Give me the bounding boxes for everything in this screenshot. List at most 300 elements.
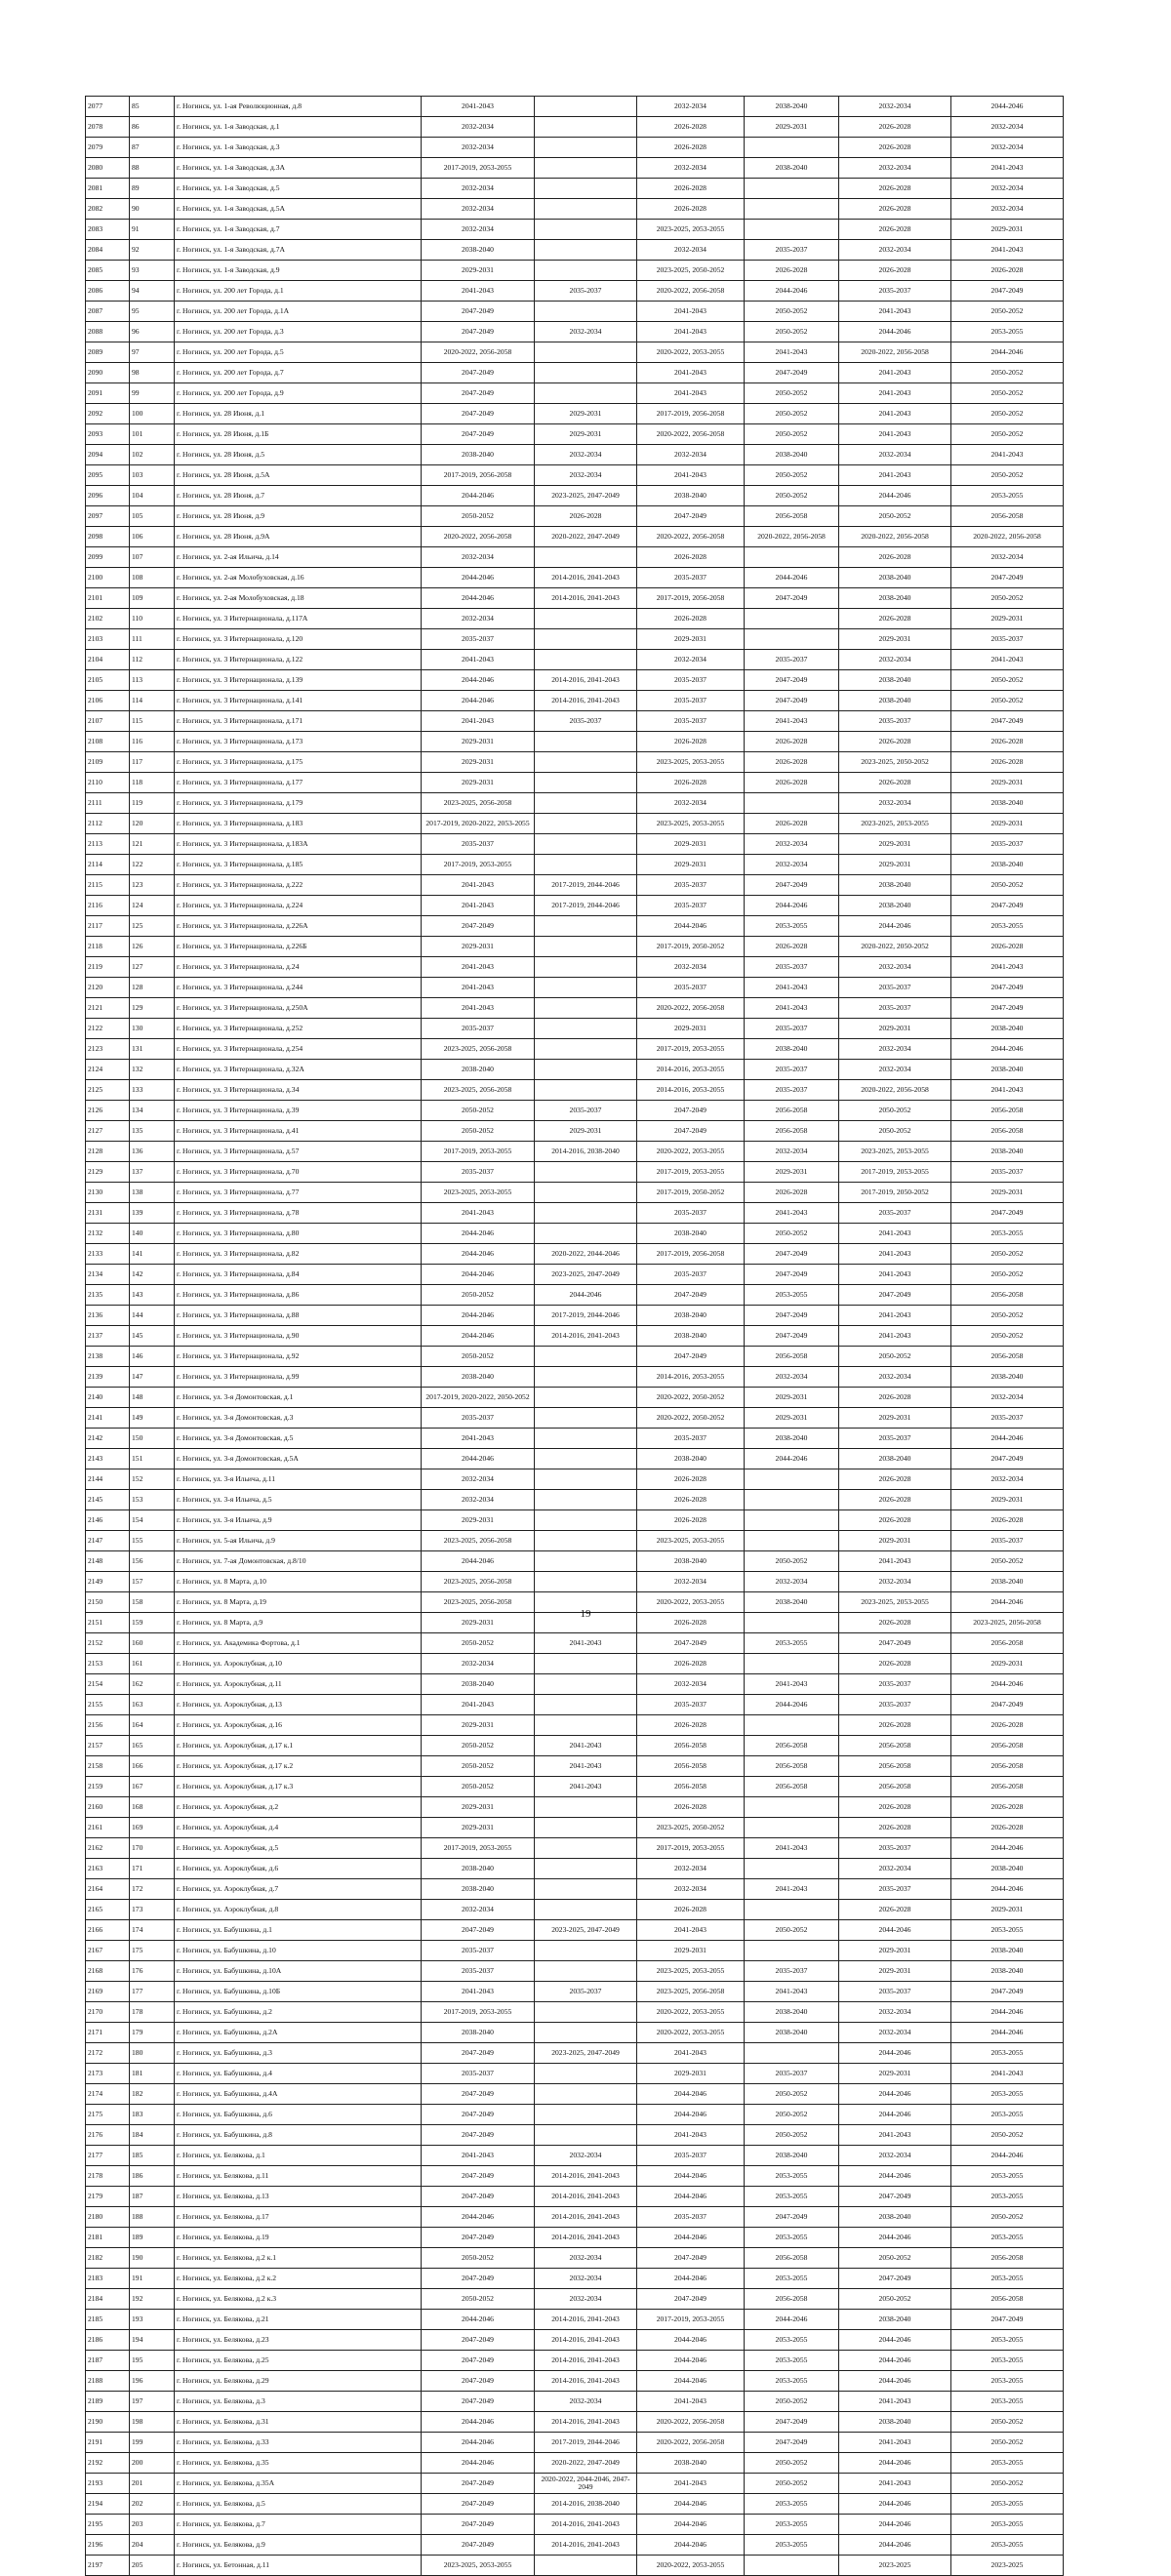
table-cell: 87	[130, 138, 175, 158]
table-cell: 2026-2028	[637, 609, 745, 629]
table-cell: 2038-2040	[745, 2002, 839, 2023]
table-cell: 2032-2034	[535, 2248, 637, 2269]
table-cell: 2044-2046	[951, 1429, 1064, 1449]
table-row	[86, 1367, 1064, 1388]
table-cell: 178	[130, 2002, 175, 2023]
table-cell: 2032-2034	[422, 1654, 535, 1674]
table-cell: 2029-2031	[745, 117, 839, 138]
table-cell: 2053-2055	[745, 2228, 839, 2248]
table-cell: 2035-2037	[637, 978, 745, 998]
table-cell: 2050-2052	[745, 2084, 839, 2105]
table-cell: 2101	[86, 588, 130, 609]
table-cell	[745, 1715, 839, 1736]
table-cell: 99	[130, 383, 175, 404]
table-cell: г. Ногинск, ул. 3 Интернационала, д.90	[175, 1326, 422, 1347]
table-cell: 2053-2055	[951, 2105, 1064, 2125]
table-cell: 2026-2028	[637, 1654, 745, 1674]
table-cell: 2026-2028	[839, 1613, 951, 1633]
table-cell: г. Ногинск, ул. 3 Интернационала, д.32А	[175, 1060, 422, 1080]
table-cell: 2026-2028	[839, 1388, 951, 1408]
table-cell: 2050-2052	[745, 322, 839, 342]
table-cell: 2044-2046	[839, 2105, 951, 2125]
table-cell: 2023-2025, 2047-2049	[535, 1265, 637, 1285]
table-cell: 2041-2043	[745, 1879, 839, 1900]
capital-repair-schedule-table	[85, 96, 1064, 2576]
table-cell: 105	[130, 506, 175, 527]
table-cell: 2026-2028	[839, 773, 951, 793]
table-cell: 2035-2037	[951, 629, 1064, 650]
table-cell: 2047-2049	[422, 2043, 535, 2064]
table-cell: 2089	[86, 342, 130, 363]
table-cell: 124	[130, 896, 175, 916]
table-cell: 2041-2043	[637, 322, 745, 342]
table-cell: 200	[130, 2453, 175, 2474]
table-cell: г. Ногинск, ул. 200 лет Города, д.1	[175, 281, 422, 302]
table-row	[86, 1326, 1064, 1347]
table-cell: 2056-2058	[951, 2289, 1064, 2310]
table-cell: 2050-2052	[745, 2392, 839, 2412]
table-cell: 2050-2052	[745, 2474, 839, 2494]
table-cell: г. Ногинск, ул. 3 Интернационала, д.82	[175, 1244, 422, 1265]
table-cell: 131	[130, 1039, 175, 1060]
table-cell: 2050-2052	[951, 670, 1064, 691]
table-cell: г. Ногинск, ул. 3 Интернационала, д.57	[175, 1142, 422, 1162]
table-row	[86, 2269, 1064, 2289]
table-cell: 2050-2052	[951, 302, 1064, 322]
table-cell: г. Ногинск, ул. 3 Интернационала, д.24	[175, 957, 422, 978]
table-cell: 2035-2037	[745, 1019, 839, 1039]
table-cell: г. Ногинск, ул. 2-ая Молобуховская, д.16	[175, 568, 422, 588]
table-cell: г. Ногинск, ул. 3 Интернационала, д.80	[175, 1224, 422, 1244]
table-cell: 2035-2037	[637, 711, 745, 732]
table-cell: 145	[130, 1326, 175, 1347]
table-cell: 2050-2052	[951, 1551, 1064, 1572]
table-cell: 2032-2034	[422, 609, 535, 629]
table-row	[86, 2105, 1064, 2125]
table-cell: 2023-2025	[951, 2556, 1064, 2576]
table-cell: 2035-2037	[745, 240, 839, 261]
table-cell: 2026-2028	[951, 732, 1064, 752]
table-cell: 2047-2049	[745, 1306, 839, 1326]
table-cell: 2090	[86, 363, 130, 383]
table-cell: 2047-2049	[422, 2371, 535, 2392]
table-cell: 2029-2031	[637, 855, 745, 875]
table-cell: 2044-2046	[422, 2310, 535, 2330]
table-row	[86, 978, 1064, 998]
table-cell: 2029-2031	[422, 1818, 535, 1838]
table-row	[86, 240, 1064, 261]
table-cell: 184	[130, 2125, 175, 2146]
table-cell: 2032-2034	[422, 1900, 535, 1920]
table-cell: 2041-2043	[422, 711, 535, 732]
table-cell: 2177	[86, 2146, 130, 2166]
table-cell: 2026-2028	[535, 506, 637, 527]
table-cell: 2044-2046	[951, 2002, 1064, 2023]
table-cell: 85	[130, 97, 175, 117]
table-cell: г. Ногинск, ул. 1-я Заводская, д.1	[175, 117, 422, 138]
table-cell: 2041-2043	[951, 957, 1064, 978]
table-cell: 2047-2049	[422, 2269, 535, 2289]
table-cell: 2188	[86, 2371, 130, 2392]
table-row	[86, 1121, 1064, 1142]
table-cell	[535, 1551, 637, 1572]
table-cell: 125	[130, 916, 175, 937]
table-row	[86, 1039, 1064, 1060]
table-cell	[745, 199, 839, 220]
table-cell: 2044-2046	[839, 2351, 951, 2371]
table-cell: г. Ногинск, ул. 3 Интернационала, д.185	[175, 855, 422, 875]
table-cell: 2044-2046	[839, 2084, 951, 2105]
table-cell: 2041-2043	[745, 342, 839, 363]
table-cell: 2029-2031	[637, 834, 745, 855]
table-cell: 2038-2040	[745, 2146, 839, 2166]
table-cell: 165	[130, 1736, 175, 1756]
table-row	[86, 302, 1064, 322]
table-cell: 2023-2025	[839, 2556, 951, 2576]
table-cell: 2020-2022, 2050-2052	[637, 1408, 745, 1429]
table-cell: 2032-2034	[951, 1388, 1064, 1408]
table-cell: 2044-2046	[839, 2453, 951, 2474]
table-cell: 2134	[86, 1265, 130, 1285]
table-cell: 2038-2040	[951, 1859, 1064, 1879]
table-cell: 2050-2052	[839, 2248, 951, 2269]
table-row	[86, 875, 1064, 896]
table-cell: 2023-2025, 2050-2052	[637, 261, 745, 281]
table-cell: 2056-2058	[745, 1777, 839, 1797]
table-row	[86, 2310, 1064, 2330]
table-cell: 2038-2040	[951, 1060, 1064, 1080]
table-cell: 2050-2052	[745, 2453, 839, 2474]
table-cell: 155	[130, 1531, 175, 1551]
table-cell: 2044-2046	[951, 1592, 1064, 1613]
table-cell	[745, 1531, 839, 1551]
table-cell: 136	[130, 1142, 175, 1162]
table-row	[86, 1469, 1064, 1490]
table-cell: 2029-2031	[951, 1654, 1064, 1674]
table-cell: 193	[130, 2310, 175, 2330]
table-cell: 2044-2046	[839, 2535, 951, 2556]
table-cell: 111	[130, 629, 175, 650]
table-row	[86, 1838, 1064, 1859]
table-cell: 185	[130, 2146, 175, 2166]
table-cell: 2035-2037	[422, 1961, 535, 1982]
table-row	[86, 1736, 1064, 1756]
table-cell: 2095	[86, 465, 130, 486]
table-cell: г. Ногинск, ул. 3 Интернационала, д.88	[175, 1306, 422, 1326]
table-row	[86, 2125, 1064, 2146]
table-row	[86, 711, 1064, 732]
table-cell: 2044-2046	[951, 2146, 1064, 2166]
table-cell: 97	[130, 342, 175, 363]
table-row	[86, 1654, 1064, 1674]
table-cell: 2044-2046	[745, 1449, 839, 1469]
table-cell: 2047-2049	[422, 424, 535, 445]
table-cell: 2047-2049	[951, 1449, 1064, 1469]
table-cell: 2017-2019, 2053-2055	[637, 1039, 745, 1060]
table-cell: 2041-2043	[839, 1326, 951, 1347]
table-cell: 2020-2022, 2053-2055	[637, 2556, 745, 2576]
table-cell	[535, 752, 637, 773]
table-cell: 2124	[86, 1060, 130, 1080]
table-cell: 198	[130, 2412, 175, 2433]
table-cell: 2020-2022, 2056-2058	[637, 281, 745, 302]
table-cell: 2050-2052	[951, 2125, 1064, 2146]
table-row	[86, 363, 1064, 383]
table-cell: 2047-2049	[745, 2412, 839, 2433]
table-cell: 2047-2049	[951, 568, 1064, 588]
table-row	[86, 2412, 1064, 2433]
table-cell: г. Ногинск, ул. 3 Интернационала, д.122	[175, 650, 422, 670]
table-cell: 110	[130, 609, 175, 629]
table-cell: 2041-2043	[535, 1736, 637, 1756]
table-cell: 2056-2058	[745, 1101, 839, 1121]
table-cell	[745, 1654, 839, 1674]
table-cell: 2032-2034	[839, 2023, 951, 2043]
table-cell: 2032-2034	[951, 138, 1064, 158]
table-cell: 2047-2049	[745, 670, 839, 691]
table-row	[86, 199, 1064, 220]
table-cell: г. Ногинск, ул. 3 Интернационала, д.250А	[175, 998, 422, 1019]
table-cell: 2047-2049	[422, 383, 535, 404]
table-cell: 173	[130, 1900, 175, 1920]
table-cell: г. Ногинск, ул. Аэроклубная, д.7	[175, 1879, 422, 1900]
table-cell: 108	[130, 568, 175, 588]
table-cell: г. Ногинск, ул. Белякова, д.2 к.1	[175, 2248, 422, 2269]
table-cell: 2032-2034	[839, 2146, 951, 2166]
table-cell: 2156	[86, 1715, 130, 1736]
table-cell: 2056-2058	[745, 506, 839, 527]
table-cell	[745, 1900, 839, 1920]
table-cell: 2093	[86, 424, 130, 445]
table-cell	[535, 937, 637, 957]
table-row	[86, 1633, 1064, 1654]
table-cell: 163	[130, 1695, 175, 1715]
table-cell: 172	[130, 1879, 175, 1900]
table-cell: 174	[130, 1920, 175, 1941]
table-cell	[535, 1429, 637, 1449]
table-cell: 194	[130, 2330, 175, 2351]
table-cell: 2035-2037	[422, 629, 535, 650]
table-cell: 2056-2058	[951, 1101, 1064, 1121]
table-cell: 2050-2052	[745, 465, 839, 486]
table-cell: 2047-2049	[839, 2187, 951, 2207]
table-row	[86, 1879, 1064, 1900]
table-cell: 2050-2052	[839, 1347, 951, 1367]
table-cell	[535, 1388, 637, 1408]
table-cell: 2020-2022, 2056-2058	[422, 342, 535, 363]
table-row	[86, 158, 1064, 179]
table-row	[86, 1429, 1064, 1449]
table-cell	[745, 609, 839, 629]
table-cell: 2035-2037	[637, 875, 745, 896]
table-cell: 2041-2043	[535, 1777, 637, 1797]
table-cell: 2086	[86, 281, 130, 302]
table-cell: 166	[130, 1756, 175, 1777]
table-cell: 2026-2028	[637, 1490, 745, 1510]
table-cell	[535, 1469, 637, 1490]
table-cell: 2041-2043	[745, 1838, 839, 1859]
table-cell: 168	[130, 1797, 175, 1818]
table-cell: 2053-2055	[951, 2515, 1064, 2535]
table-cell: 2050-2052	[839, 2289, 951, 2310]
table-cell: 2029-2031	[951, 220, 1064, 240]
table-cell: 2038-2040	[422, 445, 535, 465]
table-cell: г. Ногинск, ул. 3 Интернационала, д.175	[175, 752, 422, 773]
table-cell: 2047-2049	[637, 2289, 745, 2310]
table-cell: 2044-2046	[951, 1838, 1064, 1859]
table-row	[86, 2515, 1064, 2535]
table-cell: 2035-2037	[535, 711, 637, 732]
table-cell: 2053-2055	[951, 1224, 1064, 1244]
table-cell: г. Ногинск, ул. Аэроклубная, д.16	[175, 1715, 422, 1736]
table-cell: 2029-2031	[839, 1408, 951, 1429]
table-cell	[535, 138, 637, 158]
table-cell: 2047-2049	[637, 2248, 745, 2269]
table-row	[86, 2023, 1064, 2043]
table-cell: 2032-2034	[637, 793, 745, 814]
table-cell: 2056-2058	[745, 1736, 839, 1756]
table-row	[86, 1019, 1064, 1039]
table-cell: 161	[130, 1654, 175, 1674]
table-cell: 2050-2052	[951, 1306, 1064, 1326]
table-row	[86, 1531, 1064, 1551]
table-cell: г. Ногинск, ул. 2-ая Молобуховская, д.18	[175, 588, 422, 609]
table-cell: 2035-2037	[951, 834, 1064, 855]
table-cell: 2196	[86, 2535, 130, 2556]
table-row	[86, 916, 1064, 937]
table-cell: г. Ногинск, ул. 3 Интернационала, д.254	[175, 1039, 422, 1060]
table-cell	[535, 1879, 637, 1900]
table-cell: 2035-2037	[637, 691, 745, 711]
table-cell: 2056-2058	[839, 1777, 951, 1797]
table-cell: 2140	[86, 1388, 130, 1408]
table-cell: 2026-2028	[951, 1818, 1064, 1838]
table-cell: 2032-2034	[745, 855, 839, 875]
table-cell: г. Ногинск, ул. 3 Интернационала, д.173	[175, 732, 422, 752]
table-cell	[535, 2556, 637, 2576]
table-cell: 2047-2049	[637, 1633, 745, 1654]
table-cell: 2032-2034	[745, 1142, 839, 1162]
table-cell: г. Ногинск, ул. 28 Июня, д.9	[175, 506, 422, 527]
table-cell: 2014-2016, 2038-2040	[535, 2494, 637, 2515]
table-cell: 2014-2016, 2041-2043	[535, 2371, 637, 2392]
table-cell: 2041-2043	[637, 302, 745, 322]
table-cell: 2141	[86, 1408, 130, 1429]
table-cell: 2056-2058	[951, 1285, 1064, 1306]
table-cell: 2038-2040	[839, 588, 951, 609]
table-cell: 90	[130, 199, 175, 220]
table-cell: 2041-2043	[637, 2043, 745, 2064]
table-cell: 2023-2025, 2053-2055	[637, 220, 745, 240]
table-cell: 2032-2034	[839, 1039, 951, 1060]
table-cell: 2032-2034	[422, 1490, 535, 1510]
table-cell: 2047-2049	[839, 1285, 951, 1306]
table-cell: 2044-2046	[637, 2330, 745, 2351]
table-cell: 2053-2055	[951, 2535, 1064, 2556]
table-cell: 2044-2046	[839, 1920, 951, 1941]
table-cell: 2100	[86, 568, 130, 588]
table-cell	[535, 1408, 637, 1429]
table-cell	[745, 220, 839, 240]
table-cell: 2020-2022, 2053-2055	[637, 2023, 745, 2043]
table-cell: 2148	[86, 1551, 130, 1572]
table-cell: г. Ногинск, ул. Белякова, д.5	[175, 2494, 422, 2515]
table-cell: 2029-2031	[951, 773, 1064, 793]
table-cell: 2081	[86, 179, 130, 199]
table-cell: 2029-2031	[535, 1121, 637, 1142]
table-cell: г. Ногинск, ул. 3 Интернационала, д.78	[175, 1203, 422, 1224]
table-cell: г. Ногинск, ул. Бабушкина, д.2А	[175, 2023, 422, 2043]
table-cell: 2050-2052	[422, 2248, 535, 2269]
table-cell: 117	[130, 752, 175, 773]
table-cell: 2020-2022, 2056-2058	[745, 527, 839, 547]
table-cell: 94	[130, 281, 175, 302]
table-cell: 2087	[86, 302, 130, 322]
table-cell: г. Ногинск, ул. 3-я Домонтовская, д.5А	[175, 1449, 422, 1469]
table-cell: 2131	[86, 1203, 130, 1224]
table-row	[86, 609, 1064, 629]
table-cell: 2047-2049	[951, 1695, 1064, 1715]
table-row	[86, 2433, 1064, 2453]
table-cell: г. Ногинск, ул. 3 Интернационала, д.252	[175, 1019, 422, 1039]
table-cell: 2026-2028	[951, 1510, 1064, 1531]
table-cell: 2041-2043	[839, 465, 951, 486]
table-cell: 2044-2046	[951, 1879, 1064, 1900]
table-cell: 2041-2043	[951, 650, 1064, 670]
table-cell: 2047-2049	[745, 875, 839, 896]
table-cell: 2020-2022, 2056-2058	[637, 527, 745, 547]
table-cell: 2110	[86, 773, 130, 793]
table-cell: 2041-2043	[422, 2146, 535, 2166]
table-cell: 2020-2022, 2044-2046, 2047-2049	[535, 2474, 637, 2494]
table-cell: 2035-2037	[951, 1531, 1064, 1551]
table-cell: 2017-2019, 2053-2055	[637, 1162, 745, 1183]
table-cell: г. Ногинск, ул. Белякова, д.35А	[175, 2474, 422, 2494]
table-cell: г. Ногинск, ул. Белякова, д.25	[175, 2351, 422, 2371]
table-cell: г. Ногинск, ул. Белякова, д.1	[175, 2146, 422, 2166]
table-cell	[745, 1469, 839, 1490]
table-row	[86, 2351, 1064, 2371]
table-cell: 2112	[86, 814, 130, 834]
table-cell: 2041-2043	[535, 1756, 637, 1777]
table-cell: 2044-2046	[951, 2023, 1064, 2043]
table-cell: 169	[130, 1818, 175, 1838]
table-cell: 2035-2037	[422, 1019, 535, 1039]
table-cell: г. Ногинск, ул. Бабушкина, д.8	[175, 2125, 422, 2146]
table-row	[86, 1408, 1064, 1429]
table-cell: 2097	[86, 506, 130, 527]
table-cell: 2107	[86, 711, 130, 732]
table-cell: 104	[130, 486, 175, 506]
table-cell: 2023-2025, 2056-2058	[422, 793, 535, 814]
table-cell	[535, 1162, 637, 1183]
table-cell: 2044-2046	[637, 2515, 745, 2535]
table-cell: 2044-2046	[637, 2105, 745, 2125]
table-cell	[745, 1859, 839, 1879]
table-cell: г. Ногинск, ул. 3-я Ильича, д.11	[175, 1469, 422, 1490]
table-cell: 2035-2037	[745, 1080, 839, 1101]
table-cell: 2038-2040	[637, 486, 745, 506]
table-cell: 2023-2025, 2056-2058	[422, 1531, 535, 1551]
table-cell: 2035-2037	[951, 1408, 1064, 1429]
table-row	[86, 1490, 1064, 1510]
table-row	[86, 138, 1064, 158]
table-row	[86, 261, 1064, 281]
table-cell: 2098	[86, 527, 130, 547]
table-cell: 135	[130, 1121, 175, 1142]
table-cell: 2117	[86, 916, 130, 937]
table-cell: 2047-2049	[951, 978, 1064, 998]
